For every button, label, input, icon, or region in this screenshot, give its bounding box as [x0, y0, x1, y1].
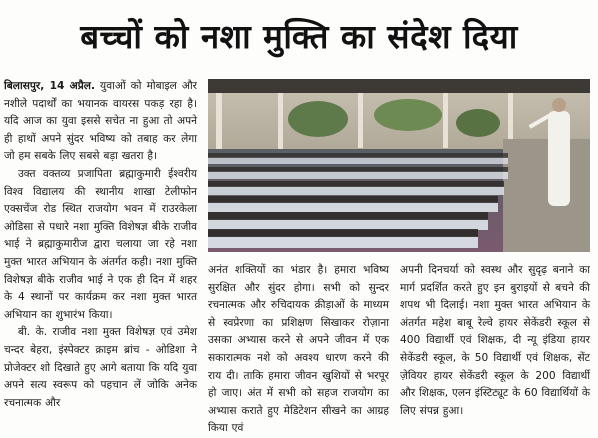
article-column-2: [208, 262, 389, 438]
paragraph: उक्त वक्तव्य प्रजापिता ब्रह्माकुमारी ईश्वरीय विश्व विद्यालय की स्थानीय शाखा टेलीफोन एक्सचेंज रोड स्थित राजयोग भवन में राउरकेला ओडिसा से पधारे नशा मुक्ति विशेषज्ञ बीके राजीव भाई ने ब्रह्माकुमारीज द्वारा चलाया जा रहे नशा मुक्त भारत अभियान के अंतर्गत कही। नशा मुक्ति विशेषज्ञ बीके राजीव भाई ने एक ही दिन में शहर के 4 स्थानों पर कार्यक्रम कर नशा मुक्त भारत अभियान का शुभारंभ किया।: [4, 167, 197, 321]
paragraph: [4, 78, 197, 166]
article-column-3: [400, 262, 590, 420]
headline: बच्चों को नशा मुक्ति का संदेश दिया: [80, 16, 518, 56]
news-photo: [208, 79, 590, 252]
paragraph: बी. के. राजीव नशा मुक्त विशेषज्ञ एवं उमेश चन्दर बेहरा, इंस्पेक्टर क्राइम ब्रांच - ओडिशा ने प्रोजेक्टर शो दिखाते हुए आगे बताया कि यदि युवा अपने सत्य स्वरूप को पहचान लें जोकि अनेक रचनात्मक और: [4, 326, 197, 409]
paragraph: अपनी दिनचर्या को स्वस्थ और सुदृढ़ बनाने का मार्ग प्रदर्शित करते हुए इन बुराइयों से बचने की शपथ भी दिलाई। नशा मुक्त भारत अभियान के अंतर्गत महेश बाबू रेल्वे हायर सेकेंडरी स्कूल से 400 विद्यार्थी एवं शिक्षक, दी न्यू इंडिया हायर सेकेंडरी स्कूल, के 50 विद्यार्थी एवं शिक्षक, सेंट ज़ेवियर हायर सेकेंडरी स्कूल के 200 विद्यार्थी और शिक्षक, एलन इंस्टिट्यूट के 60 विद्यार्थियों के लिए संपन्न हुआ।: [400, 264, 590, 417]
article-column-1: [4, 78, 197, 412]
paragraph: अनंत शक्तियों का भंडार है। हमारा भविष्य सुरक्षित और सुंदर होगा। सभी को सुन्दर रचनात्मक और रुचिदायक क्रीड़ाओं के माध्यम से स्वप्रेरणा का प्रशिक्षण सिखाकर रोज़ाना उसका अभ्यास करने से अपने जीवन में एक सकारात्मक नशे को अवश्य धारण करने की राय दी। ताकि हमारा जीवन खुशियों से भरपूर हो जाए। अंत में सभी को सहज राजयोग का अभ्यास कराते हुए मेडिटेशन सीखने का आग्रह किया एवं: [208, 264, 389, 435]
paragraph-text: युवाओं को मोबाइल और नशीले पदार्थों का भयानक वायरस पकड़ रहा है। यदि आज का युवा इससे सचेत ना हुआ तो अपने ही हाथों अपने सुंदर भविष्य को तबाह कर लेगा जो हम सबके लिए सबसे बड़ा खतरा है।: [4, 80, 198, 163]
photo-students-audience: [208, 79, 590, 252]
dateline: बिलासपुर, 14 अप्रैल.: [4, 80, 96, 92]
